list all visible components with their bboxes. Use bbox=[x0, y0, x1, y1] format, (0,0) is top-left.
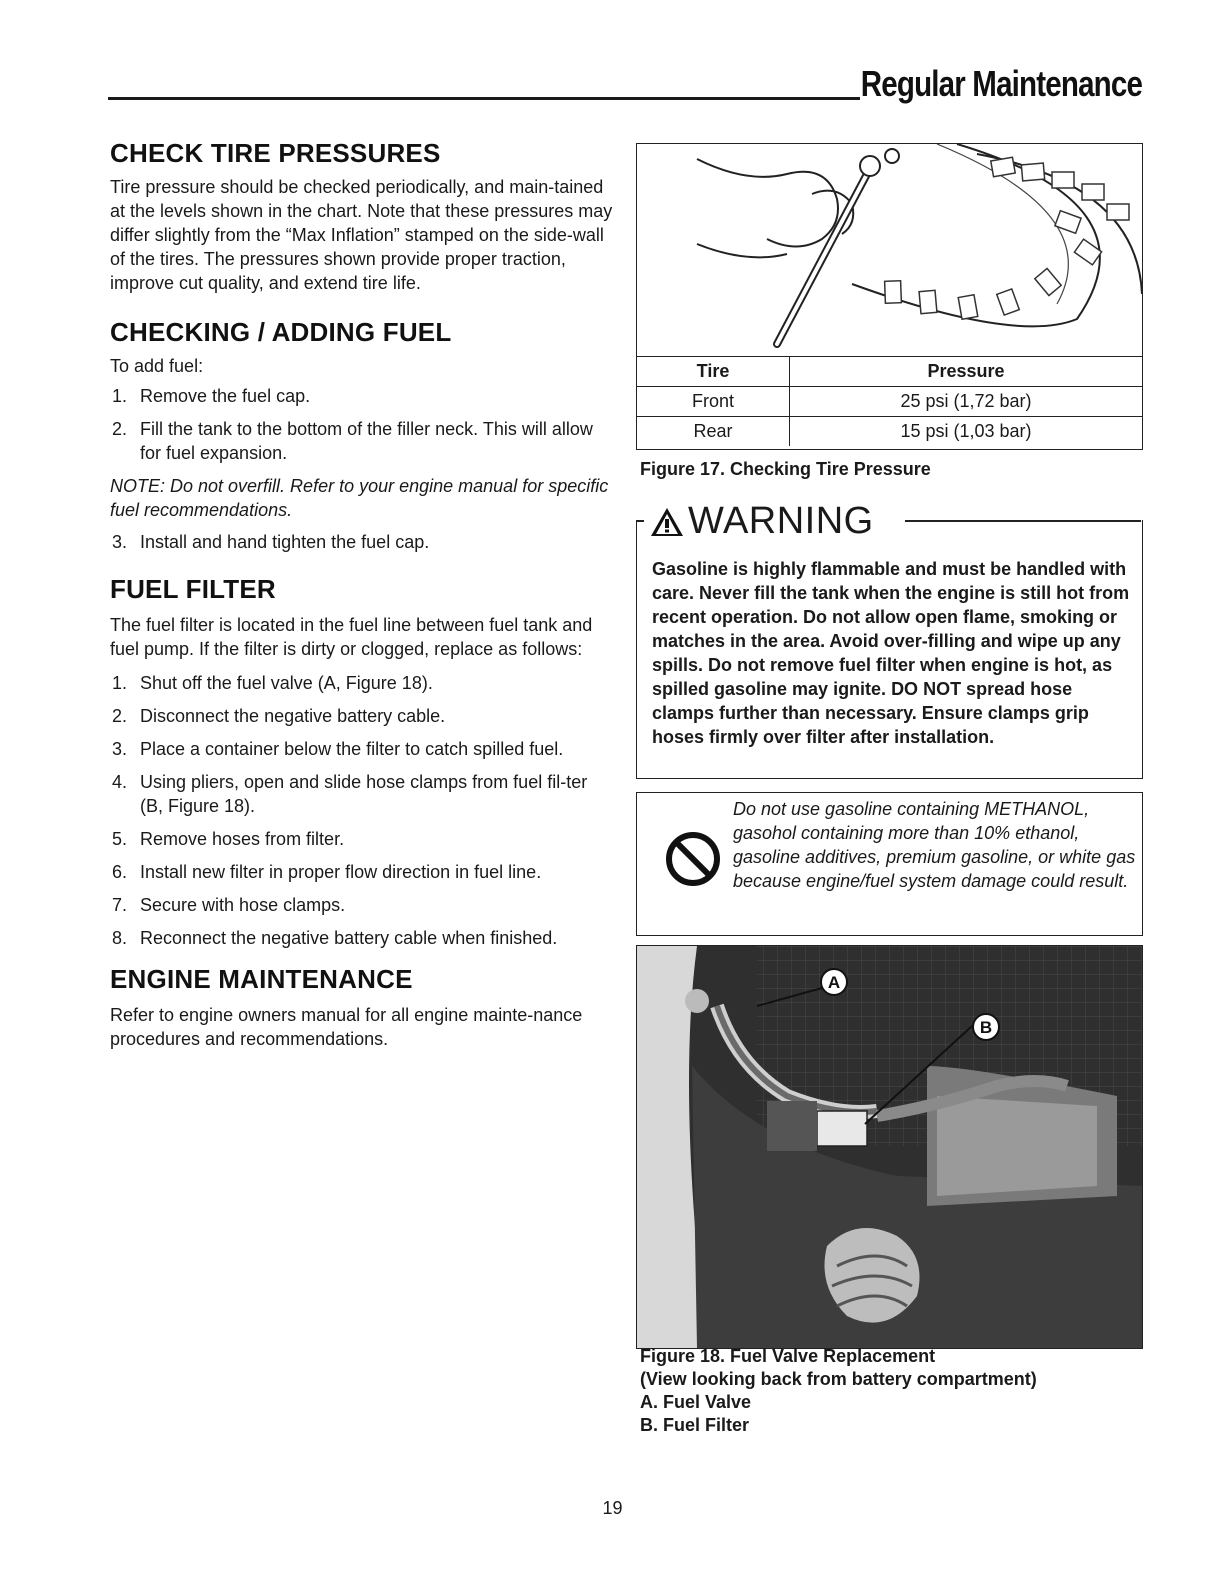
list-item: 3. Place a container below the filter to catch spilled fuel. bbox=[112, 739, 564, 759]
section-fuel-filter bbox=[110, 574, 615, 950]
section-heading: CHECK TIRE PRESSURES bbox=[110, 138, 441, 168]
filter-steps-list bbox=[110, 671, 615, 950]
fuel-note: NOTE: Do not overfill. Refer to your engine manual for specific fuel recommendations. bbox=[110, 476, 609, 520]
table-row bbox=[637, 387, 1142, 417]
fuel-steps-list bbox=[110, 384, 615, 465]
left-column bbox=[110, 138, 615, 1065]
fuel-notice-text: Do not use gasoline containing METHANOL, gasohol containing more than 10% ethanol, gasoline additives, premium gasoline, or white gas because engine/fuel system damage could result. bbox=[733, 799, 1136, 891]
page-number: 19 bbox=[602, 1498, 623, 1518]
fuel-valve-photo bbox=[637, 946, 1142, 1348]
fuel-steps-list-cont bbox=[110, 530, 615, 554]
header-rule bbox=[108, 97, 860, 100]
section-engine-maintenance bbox=[110, 964, 615, 1051]
table-header-row bbox=[637, 357, 1142, 387]
fuel-notice-box bbox=[636, 792, 1143, 936]
list-item: 1. Shut off the fuel valve (A, Figure 18). bbox=[112, 673, 433, 693]
section-intro: To add fuel: bbox=[110, 356, 204, 376]
figure-18-photo bbox=[636, 945, 1143, 1349]
table-cell: Front bbox=[637, 387, 790, 417]
warning-header bbox=[650, 500, 874, 543]
callout-a: A bbox=[827, 973, 841, 992]
caption-line: Figure 18. Fuel Valve Replacement bbox=[640, 1346, 936, 1366]
list-item: 8. Reconnect the negative battery cable when finished. bbox=[112, 928, 558, 948]
table-header: Pressure bbox=[790, 357, 1143, 387]
list-item: 3. Install and hand tighten the fuel cap. bbox=[112, 532, 430, 552]
section-heading: FUEL FILTER bbox=[110, 574, 276, 604]
list-item: 2. Fill the tank to the bottom of the filler neck. This will allow for fuel expansion. bbox=[112, 419, 593, 463]
list-item: 7. Secure with hose clamps. bbox=[112, 895, 346, 915]
table-row bbox=[637, 417, 1142, 447]
warning-border bbox=[636, 520, 644, 522]
tire-gauge-illustration bbox=[637, 144, 1142, 356]
section-heading: ENGINE MAINTENANCE bbox=[110, 964, 413, 994]
callout-b: B bbox=[979, 1018, 993, 1037]
warning-triangle-icon bbox=[650, 507, 684, 537]
list-item: 5. Remove hoses from filter. bbox=[112, 829, 345, 849]
section-heading: CHECKING / ADDING FUEL bbox=[110, 317, 452, 347]
warning-title: WARNING bbox=[688, 500, 874, 542]
section-body: Tire pressure should be checked periodically, and main-tained at the levels shown in the chart. Note that these pressures may differ slightly from the “Max Inflation” stamped on the side-wall of the tires. The pressures shown provide proper traction, improve cut quality, and extend tire life. bbox=[110, 177, 613, 293]
warning-border bbox=[905, 520, 1141, 522]
list-item: 1. Remove the fuel cap. bbox=[112, 386, 311, 406]
table-cell: 25 psi (1,72 bar) bbox=[790, 387, 1143, 417]
figure-18-caption bbox=[640, 1345, 1037, 1437]
caption-line: (View looking back from battery compartment) bbox=[640, 1369, 1037, 1389]
list-item: 6. Install new filter in proper flow direction in fuel line. bbox=[112, 862, 542, 882]
section-body: The fuel filter is located in the fuel line between fuel tank and fuel pump. If the filter is dirty or clogged, replace as follows: bbox=[110, 615, 593, 659]
table-header: Tire bbox=[637, 357, 790, 387]
warning-text: Gasoline is highly flammable and must be handled with care. Never fill the tank when the engine is still hot from recent operation. Do not allow open flame, smoking or matches in the area. Avoid over-filling and wipe up any spills. Do not remove fuel filter when engine is hot, as spilled gasoline may ignite. DO NOT spread hose clamps further than necessary. Ensure clamps grip hoses firmly over filter after installation. bbox=[652, 559, 1130, 747]
section-checking-adding-fuel bbox=[110, 317, 615, 554]
page-header-title: Regular Maintenance bbox=[860, 63, 1142, 104]
caption-line: A. Fuel Valve bbox=[640, 1392, 752, 1412]
tire-pressure-table bbox=[637, 356, 1142, 446]
list-item: 2. Disconnect the negative battery cable. bbox=[112, 706, 446, 726]
figure-17-caption: Figure 17. Checking Tire Pressure bbox=[640, 459, 931, 479]
list-item: 4. Using pliers, open and slide hose clamps from fuel fil-ter (B, Figure 18). bbox=[112, 772, 588, 816]
section-check-tire-pressures bbox=[110, 138, 615, 295]
section-body: Refer to engine owners manual for all engine mainte-nance procedures and recommendations. bbox=[110, 1005, 583, 1049]
caption-line: B. Fuel Filter bbox=[640, 1415, 750, 1435]
table-cell: Rear bbox=[637, 417, 790, 447]
prohibited-icon bbox=[665, 831, 721, 887]
table-cell: 15 psi (1,03 bar) bbox=[790, 417, 1143, 447]
figure-17-box bbox=[636, 143, 1143, 450]
